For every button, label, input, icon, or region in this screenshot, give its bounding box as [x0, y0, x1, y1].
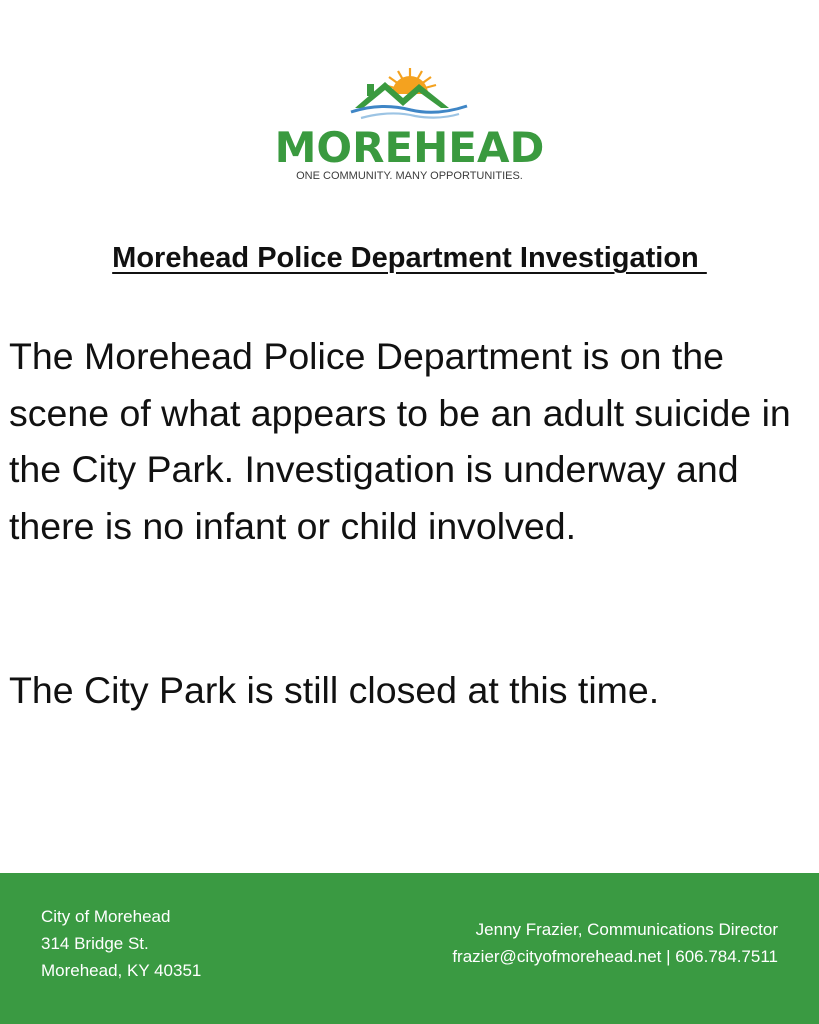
logo-tagline: ONE COMMUNITY. MANY OPPORTUNITIES.	[296, 170, 523, 182]
footer-contact-name: Jenny Frazier, Communications Director	[475, 920, 778, 939]
footer-bar	[0, 873, 819, 1024]
notice-paragraph-1: The Morehead Police Department is on the scene of what appears to be an adult suicide in the City Park. Investigation is underway and there is no infant or child involved.	[9, 335, 791, 547]
footer-contact	[452, 916, 778, 970]
footer-address-line-1: City of Morehead	[41, 907, 171, 926]
logo-wordmark: MOREHEAD	[274, 123, 545, 172]
morehead-logo	[0, 62, 819, 183]
footer-address-line-3: Morehead, KY 40351	[41, 961, 202, 980]
notice-paragraph-2: The City Park is still closed at this time.	[9, 669, 660, 711]
sunrise-house-icon	[345, 62, 475, 128]
footer-address-line-2: 314 Bridge St.	[41, 934, 149, 953]
footer-address	[41, 903, 201, 984]
notice-title: Morehead Police Department Investigation	[112, 242, 707, 274]
footer-contact-details: frazier@cityofmorehead.net | 606.784.7511	[452, 947, 778, 966]
